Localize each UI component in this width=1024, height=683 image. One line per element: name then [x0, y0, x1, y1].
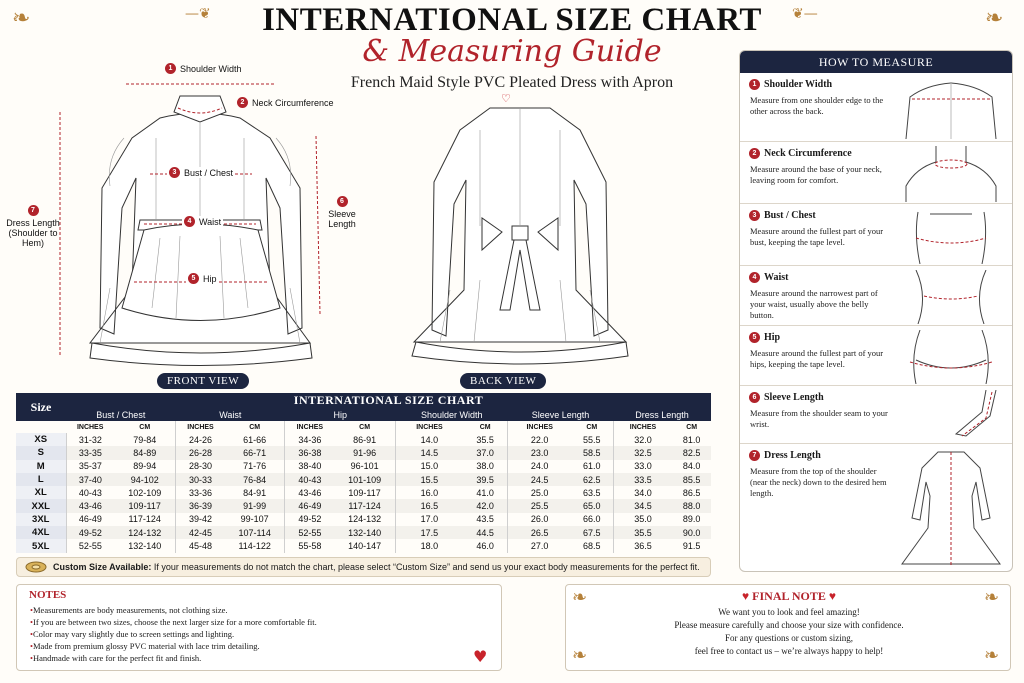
- front-view-label: FRONT VIEW: [157, 373, 249, 389]
- custom-size-banner: [16, 557, 711, 577]
- measurement-cell: 31-32: [66, 433, 114, 446]
- measurement-cell: 33-36: [176, 486, 225, 499]
- size-cell: S: [16, 446, 66, 459]
- unit-header: INCHES: [508, 421, 571, 433]
- hip-figure-icon: [896, 330, 1006, 384]
- measurement-cell: 36-39: [176, 499, 225, 512]
- measurement-cell: 36.5: [613, 539, 672, 552]
- measurement-cell: 109-117: [348, 487, 381, 498]
- measurement-cell: 65.0: [571, 499, 613, 512]
- measurement-cell: 90.0: [672, 526, 711, 539]
- measurement-cell: 26.5: [508, 526, 571, 539]
- measurement-cell: 40-43: [66, 486, 114, 499]
- measurement-cell: 55.5: [583, 434, 601, 445]
- heart-icon: ♥: [828, 589, 836, 603]
- measurement-cell: 79-84: [133, 434, 157, 445]
- measurement-cell: 89-94: [133, 461, 157, 472]
- measurement-cell: 84-89: [114, 446, 175, 459]
- measurement-cell: 85.5: [672, 473, 711, 486]
- how-item-sleeve-length: 6 Sleeve Length Measure from the shoulder seam to your wrist.: [740, 385, 1012, 443]
- measurement-cell: 32.5: [613, 446, 672, 459]
- measurement-cell: 36-38: [285, 446, 334, 459]
- measurement-cell: 140-147: [348, 541, 382, 552]
- corner-ornament-icon: ❧: [572, 645, 588, 666]
- group-header-dress: Dress Length: [613, 408, 711, 421]
- corner-ornament-icon: ❧: [985, 6, 1004, 31]
- measurement-cell: 114-122: [238, 541, 271, 552]
- waist-figure-icon: [896, 270, 1006, 324]
- unit-header: CM: [139, 423, 151, 431]
- final-note-box: [565, 584, 1011, 671]
- back-view-dress-illustration: [390, 100, 650, 372]
- measurement-cell: 86.5: [682, 487, 701, 498]
- measurement-cell: 24-26: [176, 433, 225, 446]
- final-note-line: feel free to contact us – we’re always happy to help!: [694, 646, 884, 656]
- size-cell: L: [16, 473, 66, 486]
- measurement-cell: 55-58: [285, 539, 334, 552]
- callout-sleeve-length: 6 Sleeve Length: [328, 198, 356, 229]
- corner-ornament-icon: ❧: [12, 6, 31, 31]
- measurement-cell: 17.5: [395, 526, 462, 539]
- measurement-cell: 43.5: [476, 514, 494, 525]
- measurement-cell: 84-91: [243, 487, 267, 498]
- how-item-bust: 3 Bust / Chest Measure around the fullest part of your bust, keeping the tape level.: [740, 203, 1012, 265]
- measurement-cell: 62.5: [571, 473, 613, 486]
- note-item: • Made from premium glossy PVC material with lace trim detailing.: [30, 640, 317, 652]
- measurement-cell: 66-71: [225, 446, 285, 459]
- measurement-cell: 117-124: [128, 514, 161, 525]
- notes-box: [16, 584, 502, 671]
- measurement-cell: 14.0: [395, 433, 462, 446]
- how-item-waist: 4 Waist Measure around the narrowest part of your waist, usually above the belly button.: [740, 265, 1012, 325]
- table-title: INTERNATIONAL SIZE CHART: [66, 393, 711, 408]
- callout-hip: 5 Hip: [186, 273, 219, 284]
- heart-icon: ♡: [501, 92, 511, 105]
- measurement-cell: 49-52: [285, 513, 334, 526]
- measurement-cell: 76-84: [225, 473, 285, 486]
- group-header-shoulder: Shoulder Width: [395, 408, 507, 421]
- measurement-cell: 63.5: [583, 487, 601, 498]
- flourish-icon: —❦: [185, 6, 211, 22]
- size-chart-table: [16, 393, 711, 553]
- measurement-cell: 39-42: [176, 513, 225, 526]
- measurement-cell: 42-45: [176, 526, 225, 539]
- tape-measure-icon: [25, 561, 47, 573]
- measurement-cell: 99-107: [240, 514, 269, 525]
- callout-bust: 3 Bust / Chest: [167, 167, 235, 178]
- measurement-cell: 61-66: [243, 434, 267, 445]
- group-header-bust: Bust / Chest: [66, 408, 176, 421]
- measurement-cell: 43-46: [285, 486, 334, 499]
- measurement-cell: 43-46: [66, 499, 114, 512]
- measurement-cell: 37-40: [66, 473, 114, 486]
- measurement-cell: 117-124: [334, 499, 395, 512]
- measurement-cell: 35.5: [613, 526, 672, 539]
- measurement-cell: 15.0: [395, 460, 462, 473]
- final-note-line: For any questions or custom sizing,: [725, 633, 853, 643]
- measurement-cell: 27.0: [508, 539, 571, 552]
- custom-size-text: If your measurements do not match the chart, please select “Custom Size” and send us your exact body measurements for the perfect fit.: [153, 562, 700, 572]
- measurement-cell: 42.0: [463, 499, 508, 512]
- note-item: • Measurements are body measurements, not clothing size.: [30, 604, 317, 616]
- table-row: [16, 473, 711, 486]
- size-cell: XS: [16, 433, 66, 446]
- measurement-cell: 23.0: [508, 446, 571, 459]
- measurement-cell: 102-109: [128, 487, 162, 498]
- measurement-cell: 91-96: [334, 446, 395, 459]
- neck-figure-icon: [896, 146, 1006, 202]
- measurement-cell: 35.5: [476, 434, 494, 445]
- corner-ornament-icon: ❧: [984, 645, 1000, 666]
- callout-neck-circumference: 2 Neck Circumference: [237, 97, 334, 108]
- bust-figure-icon: [896, 208, 1006, 264]
- measurement-cell: 49-52: [66, 526, 114, 539]
- unit-header: CM: [479, 423, 491, 431]
- measurement-cell: 14.5: [395, 446, 462, 459]
- table-row: [16, 486, 711, 499]
- measurement-cell: 132-140: [334, 526, 395, 539]
- measurement-cell: 52-55: [66, 539, 114, 552]
- measurement-cell: 37.0: [463, 446, 508, 459]
- note-item: • Color may vary slightly due to screen settings and lighting.: [30, 628, 317, 640]
- measurement-cell: 40-43: [285, 473, 334, 486]
- measurement-cell: 45-48: [176, 539, 225, 552]
- measurement-cell: 66.0: [583, 514, 601, 525]
- measurement-cell: 24.5: [508, 473, 571, 486]
- corner-ornament-icon: ❧: [984, 587, 1000, 608]
- measurement-cell: 26.0: [508, 513, 571, 526]
- measurement-cell: 34.5: [613, 499, 672, 512]
- measurement-cell: 84.0: [682, 461, 701, 472]
- how-to-measure-panel: [739, 50, 1013, 572]
- measurement-cell: 67.5: [571, 526, 613, 539]
- measurement-cell: 16.0: [395, 486, 462, 499]
- measurement-cell: 16.5: [395, 499, 462, 512]
- note-item: • If you are between two sizes, choose the next larger size for a more comfortable fit.: [30, 616, 317, 628]
- measurement-cell: 28-30: [176, 460, 225, 473]
- size-cell: M: [16, 460, 66, 473]
- table-row: [16, 433, 711, 446]
- unit-header: CM: [249, 423, 261, 431]
- group-header-waist: Waist: [176, 408, 285, 421]
- how-item-hip: 5 Hip Measure around the fullest part of your hips, keeping the tape level.: [740, 325, 1012, 385]
- unit-header: INCHES: [285, 421, 334, 433]
- arm-figure-icon: [896, 390, 1006, 442]
- table-row: [16, 539, 711, 552]
- measurement-cell: 109-117: [114, 499, 175, 512]
- notes-title: NOTES: [29, 589, 67, 601]
- unit-header: CM: [359, 423, 371, 431]
- size-cell: XXL: [16, 499, 66, 512]
- size-cell: 4XL: [16, 526, 66, 539]
- measurement-cell: 33-35: [66, 446, 114, 459]
- measurement-cell: 124-132: [114, 526, 175, 539]
- shoulder-figure-icon: [896, 77, 1006, 139]
- unit-header: INCHES: [395, 421, 462, 433]
- unit-header: INCHES: [613, 421, 672, 433]
- measurement-cell: 44.5: [463, 526, 508, 539]
- callout-shoulder-width: 1 Shoulder Width: [165, 63, 242, 74]
- measurement-cell: 86-91: [353, 434, 377, 445]
- measurement-cell: 71-76: [243, 461, 267, 472]
- measurement-cell: 17.0: [395, 513, 462, 526]
- final-note-line: Please measure carefully and choose your size with confidence.: [674, 620, 904, 630]
- group-header-hip: Hip: [285, 408, 396, 421]
- table-row: [16, 526, 711, 539]
- product-name: French Maid Style PVC Pleated Dress with Apron: [350, 74, 674, 91]
- corner-ornament-icon: ❧: [572, 587, 588, 608]
- callout-waist: 4 Waist: [182, 216, 223, 227]
- group-header-sleeve: Sleeve Length: [508, 408, 613, 421]
- heart-icon: ♥: [473, 647, 488, 666]
- measurement-cell: 94-102: [114, 473, 175, 486]
- measurement-cell: 107-114: [225, 526, 285, 539]
- page-subtitle: & Measuring Guide: [362, 34, 662, 69]
- measurement-cell: 33.0: [613, 460, 672, 473]
- measurement-cell: 46-49: [66, 513, 114, 526]
- how-to-measure-title: HOW TO MEASURE: [740, 51, 1012, 73]
- measurement-cell: 34-36: [285, 433, 334, 446]
- measurement-cell: 96-101: [350, 461, 379, 472]
- flourish-icon: ❦—: [792, 6, 818, 22]
- measurement-cell: 35.0: [613, 513, 672, 526]
- measurement-cell: 132-140: [128, 541, 162, 552]
- final-note-text: [626, 606, 952, 658]
- measurement-cell: 22.0: [508, 433, 571, 446]
- unit-header: INCHES: [176, 421, 225, 433]
- table-row: [16, 499, 711, 512]
- table-row: [16, 446, 711, 459]
- measurement-cell: 39.5: [463, 473, 508, 486]
- measurement-cell: 18.0: [395, 539, 462, 552]
- measurement-cell: 26-28: [176, 446, 225, 459]
- measurement-cell: 25.0: [508, 486, 571, 499]
- custom-size-label: Custom Size Available:: [53, 562, 152, 572]
- how-item-dress-length: 7 Dress Length Measure from the top of the shoulder (near the neck) down to the desired hem length.: [740, 443, 1012, 572]
- callout-dress-length: 7 Dress Length (Shoulder to Hem): [6, 207, 60, 248]
- measurement-cell: 88.0: [672, 499, 711, 512]
- dress-figure-icon: [896, 448, 1006, 572]
- measurement-cell: 41.0: [476, 487, 494, 498]
- measurement-cell: 91.5: [682, 541, 701, 552]
- measurement-cell: 82.5: [672, 446, 711, 459]
- size-cell: 5XL: [16, 539, 66, 552]
- measurement-cell: 34.0: [613, 486, 672, 499]
- measurement-cell: 52-55: [285, 526, 334, 539]
- unit-header: INCHES: [76, 423, 104, 431]
- measurement-cell: 101-109: [334, 473, 395, 486]
- how-item-shoulder-width: 1 Shoulder Width Measure from one shoulder edge to the other across the back.: [740, 73, 1012, 141]
- final-note-line: We want you to look and feel amazing!: [718, 607, 860, 617]
- measurement-cell: 61.0: [583, 461, 601, 472]
- size-cell: XL: [16, 486, 66, 499]
- measurement-cell: 68.5: [583, 541, 601, 552]
- measurement-cell: 46.0: [476, 541, 494, 552]
- size-column-header: Size: [16, 393, 66, 421]
- measurement-cell: 38-40: [285, 460, 334, 473]
- how-item-neck-circumference: 2 Neck Circumference Measure around the base of your neck, leaving room for comfort.: [740, 141, 1012, 203]
- measurement-cell: 81.0: [682, 434, 701, 445]
- page-title: INTERNATIONAL SIZE CHART: [262, 2, 762, 38]
- back-view-label: BACK VIEW: [460, 373, 546, 389]
- measurement-cell: 124-132: [348, 514, 382, 525]
- heart-icon: ♥: [742, 589, 750, 603]
- measurement-cell: 58.5: [571, 446, 613, 459]
- measurement-cell: 15.5: [395, 473, 462, 486]
- size-cell: 3XL: [16, 513, 66, 526]
- table-row: [16, 513, 711, 526]
- table-row: [16, 460, 711, 473]
- measurement-cell: 35-37: [66, 460, 114, 473]
- unit-header: CM: [586, 423, 598, 431]
- measurement-cell: 38.0: [476, 461, 494, 472]
- measurement-cell: 91-99: [225, 499, 285, 512]
- measurement-cell: 24.0: [508, 460, 571, 473]
- measurement-cell: 32.0: [613, 433, 672, 446]
- final-note-title: ♥ FINAL NOTE ♥: [742, 589, 836, 603]
- measurement-cell: 46-49: [285, 499, 334, 512]
- measurement-cell: 25.5: [508, 499, 571, 512]
- note-item: • Handmade with care for the perfect fit and finish.: [30, 652, 317, 664]
- measurement-cell: 30-33: [176, 473, 225, 486]
- measurement-cell: 89.0: [682, 514, 701, 525]
- unit-header: CM: [686, 423, 698, 431]
- measurement-cell: 33.5: [613, 473, 672, 486]
